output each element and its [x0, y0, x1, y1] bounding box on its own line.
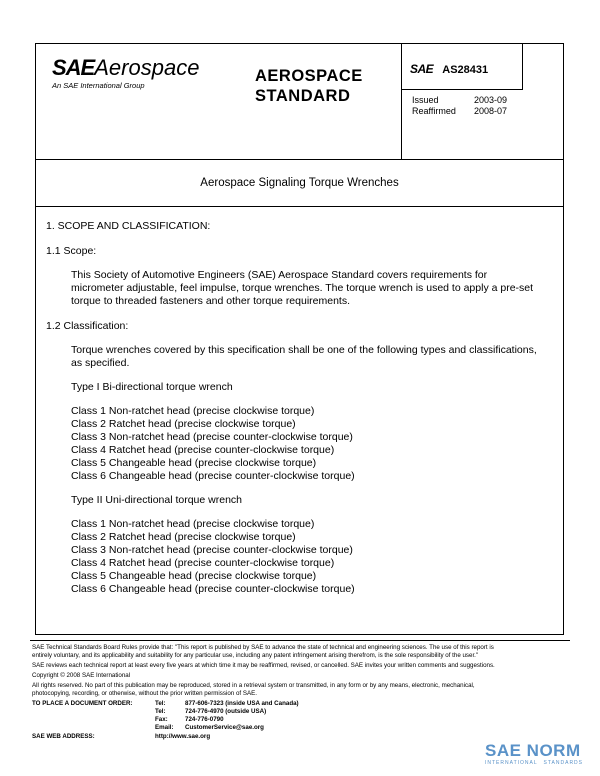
contact-row: [155, 708, 299, 716]
type2-class-item: Class 4 Ratchet head (precise counter-clockwise torque): [71, 557, 335, 569]
footer-rules: [32, 644, 572, 660]
header-column-divider-2: [522, 43, 523, 90]
type2-class-item: Class 5 Changeable head (precise clockwise torque): [71, 570, 317, 582]
sae-norm-watermark: [485, 742, 595, 766]
issued-value: 2003-09: [474, 95, 508, 105]
classification-line: Torque wrenches covered by this specification shall be one of the following types and classifications,: [71, 344, 537, 356]
section-1-2-heading: 1.2 Classification:: [46, 320, 129, 332]
rights-line: photocopying, recording, or otherwise, without the prior written permission of SAE.: [32, 690, 257, 697]
classification-paragraph: [46, 344, 556, 370]
type2-heading: Type II Uni-directional torque wrench: [71, 494, 242, 506]
rules-line: SAE Technical Standards Board Rules provide that: "This report is published by SAE to advance the state of technical and engineering sciences. The use of this report is: [32, 644, 494, 651]
reaffirmed-value: 2008-07: [474, 106, 508, 116]
doc-number: AS28431: [442, 64, 489, 76]
section-1-1-heading: 1.1 Scope:: [46, 245, 97, 257]
web-address[interactable]: http://www.sae.org: [155, 733, 211, 740]
type1-class-item: Class 3 Non-ratchet head (precise counter-clockwise torque): [71, 431, 353, 443]
type1-class-item: Class 4 Ratchet head (precise counter-clockwise torque): [71, 444, 335, 456]
contact-label: Tel:: [155, 700, 166, 707]
header-divider: [35, 159, 564, 160]
type2-class-item: Class 1 Non-ratchet head (precise clockwise torque): [71, 518, 315, 530]
footer-rights: [32, 682, 572, 698]
type2-class-item: Class 3 Non-ratchet head (precise counter-clockwise torque): [71, 544, 353, 556]
watermark-right: STANDARDS: [543, 760, 583, 766]
footer: [32, 644, 572, 741]
logo-aerospace-text: Aerospace: [94, 55, 200, 80]
scope-line: micrometer adjustable, feel impulse, torque wrenches. The torque wrench is used to apply a pre-set: [71, 282, 534, 294]
type1-class-list: [46, 405, 556, 483]
type1-class-item: Class 6 Changeable head (precise counter-clockwise torque): [71, 470, 355, 482]
type1-class-item: Class 2 Ratchet head (precise clockwise torque): [71, 418, 296, 430]
doc-number-block: [410, 62, 488, 76]
contact-row: [155, 700, 299, 708]
scope-paragraph: [46, 269, 556, 308]
contact-label: Fax:: [155, 716, 168, 723]
contact-row: [155, 716, 299, 724]
title-divider: [35, 206, 564, 207]
contact-row: [155, 724, 299, 732]
reaffirmed-label: Reaffirmed: [412, 106, 456, 116]
document-body: [46, 220, 556, 596]
rights-line: All rights reserved. No part of this publication may be reproduced, stored in a retrieval system or transmitted, in any form or by any means, electronic, mechanical,: [32, 682, 475, 689]
footer-web: [32, 733, 572, 741]
contact-list: [155, 700, 299, 732]
issue-dates: [412, 95, 507, 117]
type1-class-item: Class 5 Changeable head (precise clockwise torque): [71, 457, 317, 469]
contact-value: 877-606-7323 (inside USA and Canada): [185, 700, 299, 707]
watermark-left: INTERNATIONAL: [485, 760, 538, 766]
type2-class-item: Class 2 Ratchet head (precise clockwise torque): [71, 531, 296, 543]
scope-line: torque to threaded fasteners and other torque requirements.: [71, 295, 351, 307]
contact-value: CustomerService@sae.org: [185, 724, 264, 731]
header-column-divider: [401, 43, 402, 160]
type1-class-item: Class 1 Non-ratchet head (precise clockwise torque): [71, 405, 315, 417]
order-label: TO PLACE A DOCUMENT ORDER:: [32, 700, 133, 707]
small-sae-logo: SAE: [410, 62, 434, 76]
footer-copyright: Copyright © 2008 SAE International: [32, 672, 131, 679]
contact-label: Tel:: [155, 708, 166, 715]
type2-class-list: [46, 518, 556, 596]
type2-class-item: Class 6 Changeable head (precise counter-clockwise torque): [71, 583, 355, 595]
logo-tagline: An SAE International Group: [52, 81, 145, 90]
sae-aerospace-logo: [52, 57, 199, 90]
contact-value: 724-776-4970 (outside USA): [185, 708, 267, 715]
docnum-divider: [401, 89, 522, 90]
watermark-main: SAE NORM: [485, 741, 581, 760]
type1-heading: Type I Bi-directional torque wrench: [71, 381, 233, 393]
section-1-heading: 1. SCOPE AND CLASSIFICATION:: [46, 220, 211, 232]
contact-value: 724-776-0790: [185, 716, 224, 723]
logo-sae-text: SAE: [52, 55, 95, 80]
standard-title-line1: AEROSPACE: [255, 67, 363, 85]
footer-review: SAE reviews each technical report at least every five years at which time it may be reaffirmed, revised, or cancelled. SAE invites your written comments and suggestions.: [32, 662, 495, 669]
classification-line: as specified.: [71, 357, 130, 369]
document-title: Aerospace Signaling Torque Wrenches: [200, 177, 399, 189]
web-label: SAE WEB ADDRESS:: [32, 733, 95, 740]
issued-label: Issued: [412, 95, 439, 105]
footer-divider: [30, 640, 570, 641]
footer-order: [32, 700, 572, 732]
standard-title: [255, 66, 363, 106]
scope-line: This Society of Automotive Engineers (SAE) Aerospace Standard covers requirements for: [71, 269, 488, 281]
rules-line: entirely voluntary, and its applicability and suitability for any particular use, including any patent infringement arising therefrom, is the sole responsibility of the user.": [32, 652, 479, 659]
contact-label: Email:: [155, 724, 174, 731]
standard-title-line2: STANDARD: [255, 87, 351, 105]
